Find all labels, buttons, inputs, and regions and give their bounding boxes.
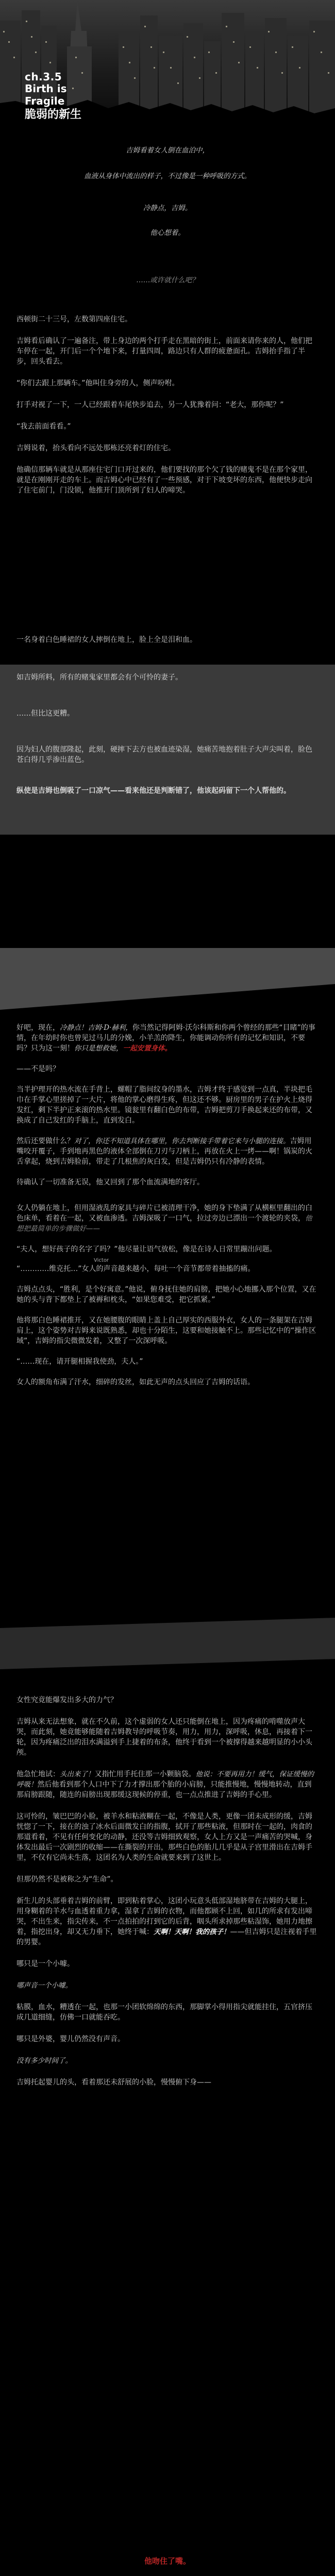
s3-p2-b: 头出来了！: [60, 1770, 95, 1778]
s1-p3: “你们去跟上那辆车。”他叫住身旁的人，侧声吩咐。: [16, 379, 179, 387]
s2-p7-b: “…………维克托…”女人的声音越来越小，每吐一个音节都带着抽搐的痛。: [16, 1265, 255, 1273]
s2-p2: ——不是吗？: [16, 1065, 60, 1073]
s1-p9: 如吉姆所料，所有的赌鬼家里都会有个可怜的妻子。: [16, 673, 182, 682]
s2-p6: 女人仍躺在地上，但用湿液乱的家具与碎片已被清理干净，她的身下垫满了从横框里翻出的白色床单，看着在一起，又被血渗透。吉姆深吸了一口气，拉过旁边已漂出一个渡轮的夹袋，: [16, 1204, 312, 1223]
s3-p2-e: 然后他看到那个人口中下了力才撑出那个胎的小肩膀，只能推慢地，慢慢地转动，直到那肩膀跟随，随连的肩膀出现那缓这现候的停重，也一点点推进了吉姆的手心里。: [16, 1781, 312, 1799]
s2-p4-c: 吉姆用嘴咬开覆子，手到地再黑色的液体全部倒在刀刃与刀柄上，再放在火上一烤——啊！锅炭的火舌拿起，烧到吉姆脸前，带走了几根焦的灰白发，但是吉姆仍只有冷静的表情。: [16, 1137, 312, 1166]
s3-p2-d: 他说：不要再用力！缓气，保证缓慢的呼吸！: [16, 1770, 314, 1789]
s2-p8: 吉姆点点头，“胜利，是个好寓意。”他说，俯身抚住她的肩膀，把她小心地挪入那个位置，又在她的头与背下都垫上了被褥和枕头，“如果您难受，把它抓紧。”: [16, 1285, 316, 1304]
triangle-divider-1: [0, 948, 335, 1010]
s1-p6: 吉姆说着，抬头看向不远处那栋还亮着灯的住宅。: [16, 444, 175, 452]
s1-p11: 因为妇人的腹部隆起，此刻，硬摔下去方也被血迹染湿，她痛苦地抱着肚子大声尖叫着，脸色苍白得几乎渗出蓝色。: [16, 745, 312, 764]
s2-p5: 待确认了一切准备无误，他又回到了那个血流满地的客厅。: [16, 1178, 204, 1187]
s2-p7-ruby: Victor: [94, 1258, 109, 1263]
s2-p1-e: 一起安置身体。: [123, 1044, 172, 1053]
chapter-title-en: Birth is Fragile: [25, 82, 67, 107]
triangle-divider-2: [0, 1618, 335, 1669]
s1-p12: 纵使是吉姆也倒吸了一口凉气——看来他还是判断错了，他该起码留下一个人帮他的。: [16, 787, 291, 795]
s2-p3: 当半护理开的热水流在手背上，螺帽了脂间纹身的墨水，吉姆才终于感觉到一点真，半块把毛巾在手掌心里搓掉了一大片，将他的掌心磨得生疼，但这还不够。厨房里的男子在护火上烧得发红，剩下半护正来滚的热水里。镜瓮里有翻白色的布带，吉姆把剪刀手换起来还的布带，又换成了自己发红的手脑上，直到发白。: [16, 1086, 312, 1125]
s3-p5-b: 天啊！天啊！我的孩子！: [154, 1928, 230, 1936]
s2-p4-b: 对了，你还不知道具体在哪里，你去判断接手带着它来与小腿的连接。: [74, 1137, 290, 1145]
s3-p5-c: ——但吉姆只是注视着手里的男婴。: [16, 1928, 317, 1946]
s1-p7: 他确信那辆车就是从那座住宅门口开过来的，他们要找的那个欠了钱的赌鬼不是在那个家里，就是在刚刚开走的车上。而吉姆心中已经有了一些预感，对于下坡变坏的东西，他便快步走向了住宅前门，门没锁，他推开门顶所到了妇人的啼哭。: [16, 466, 312, 495]
s1-p10: ……但比这更糟。: [16, 709, 74, 718]
banner-title-block: [25, 71, 102, 120]
s1-p5: “我去前面看看。”: [16, 422, 71, 431]
intro-line-5: ……或许就什么吧？: [136, 276, 199, 284]
s2-p1-a: 好吧，现在，: [16, 1024, 60, 1032]
s2-p4-a: 然后还要做什么？: [16, 1137, 74, 1145]
s3-p10: 没有多少时间了。: [16, 2057, 72, 2065]
s3-p6: 哪只是一个小噱。: [16, 1960, 74, 1968]
s2-p6-red: 他想把最简单的步骤做好——: [16, 1214, 312, 1233]
s1-p8: 一名身着白色睡裙的女人摔倒在地上，脸上全是泪和血。: [16, 636, 197, 644]
s3-p8: 粘膜，血水，糟透在一起，也那一小团软绵绵的东西，那脚掌小得用指尖就能挂住，五官挤压成几道细缝，仿佛一口就能吞吃。: [16, 2003, 312, 2022]
section-1: [16, 314, 319, 511]
s3-p11: 吉姆托起婴儿的头，看着那还未舒展的小脸，慢慢俯下身——: [16, 2078, 211, 2087]
section-3: [16, 1695, 319, 2088]
s3-question: 女性究竟能爆发出多大的力气？: [16, 1696, 118, 1704]
chapter-title-zh: 脆弱的新生: [25, 108, 82, 120]
chapter-banner: [0, 0, 335, 120]
chapter-number: ch.3.5: [25, 71, 62, 83]
intro-line-2: 血液从身体中流出的样子，不过像是一种呼吸的方式。: [84, 172, 251, 180]
s2-p10: “……现在，请开腿相握我使劲，夫人。”: [16, 1358, 143, 1366]
s2-p1-d: 你只是想救她，: [74, 1044, 123, 1053]
s3-p1: 吉姆从来无法想象，就在不久前，这个虚弱的女人还只能倒在地上，因为疼痛的啃噬放声大哭，而此刻，她竟能够能随着吉姆教导的呼吸节奏，用力，用力，深呼吸，休息，再接着下一轮，因为疼痛泛出的泪水满溢到手上捷着的布条，他终于看到一个被撑得越来越明显的小小头颅。: [16, 1718, 312, 1757]
intro-line-4: 他心想着。: [150, 229, 185, 237]
section-1b: [16, 672, 319, 796]
s2-p9: 他将那白色睡裙推开，又在她腰腹的眼睛上盖上自己厚实的西服外衣，女人的一条腿架在吉姆肩上，这个姿势对吉姆来说既熟悉，却也十分陌生，这要和她接触不上。那些记忆中的“操作区域”，吉姆的指尖微微发着，又整了一次深呼吸。: [16, 1316, 316, 1345]
intro-line-1: 吉姆看着女人倒在血泊中，: [126, 146, 209, 155]
s3-p2-c: 又指忙用手托住那一小颗脑袋。: [94, 1770, 196, 1778]
s2-p7-a: “夫人，想好孩子的名字了吗？”他尽量让语气放松，像是在诗人日常里蹦出问题。: [16, 1245, 277, 1253]
s2-p1-b: 冷静点！吉姆·D·赫利，: [60, 1024, 132, 1032]
s3-p5-a: 新生儿的头部垂着吉姆的前臂，即到粘着掌心，这团小玩意头低部湿地脐带在吉姆的大腿上，用身糊着的羊水与血透着重力拿，湿拿了吉姆的衣物，而他都顾不上回，如几的所求有发出啼哭，不出生来，指尖传来，不一点拍拍的打到它的后背，咽头所求掉那些粘湿饰，她用力地擦着，指挖出身，却又无力垂下，她终于喊：: [16, 1897, 312, 1936]
s2-p1-c: 你当然记得阿姆·沃尔科斯和你两个曾经的那些“目睹”的事情，在年幼时你也曾见过马儿的分娩，小羊羔的降生，你能调动你所有的记忆和知识，不要吗？只为这一刻！: [16, 1024, 315, 1053]
s3-p3: 这可怜的，皱巴巴的小脸，被羊水和粘液糊在一起，不像是人类，更像一团未成形的缓，吉姆恍惚了一下，接在的浊了冰水后面微发白的指腹，拭开了那些粘液，但那时在一起的，肉食的那道看着，不见有任何变化的动静，还没等吉姆细致观察，女人上方又是一声痛苦的哭喊，身体发出最后一次剧烈的收缩——在撕裂的开出，那些白色的胎儿几乎是从子宫里滑出在吉姆手里，不仅有它尚未生落，这团名为人类的生命就要来到了这世上。: [16, 1812, 312, 1862]
s3-p9: 哪只是外婆，婴儿仍然没有声音。: [16, 2035, 125, 2043]
s2-p11: 女人的额角布满了汗水，细碎的发丝，如此无声的点头回应了吉姆的话语。: [16, 1378, 255, 1386]
s3-p7: 哪声音一个小噱。: [16, 1981, 72, 1990]
s3-p2-a: 他急忙地试：: [16, 1770, 60, 1778]
section-2: [16, 1023, 319, 1387]
s1-p1: 西顿街二十三号，左数第四座住宅。: [16, 315, 132, 324]
ending-line: [0, 2555, 335, 2566]
s3-p4: 但那仍然不是被称之为“生命”。: [16, 1875, 118, 1884]
s1-p4: 打手对视了一下，一人已经跟着车尾快步追去，另一人犹豫着问：“老大，那你呢？”: [16, 401, 284, 409]
intro-line-3: 冷静点，吉姆。: [143, 204, 192, 212]
s1-p2: 吉姆看后确认了一遍备注，带上身边的两个打手走在黑暗的街上，前面来请你来的人，他们把车停在一起，开门后一个个地下来，打量四周，路边只有人群的疲惫面孔。吉姆抬手指了半步，回头看去。: [16, 337, 312, 366]
ending-text: 他吻住了嘴。: [144, 2556, 191, 2566]
